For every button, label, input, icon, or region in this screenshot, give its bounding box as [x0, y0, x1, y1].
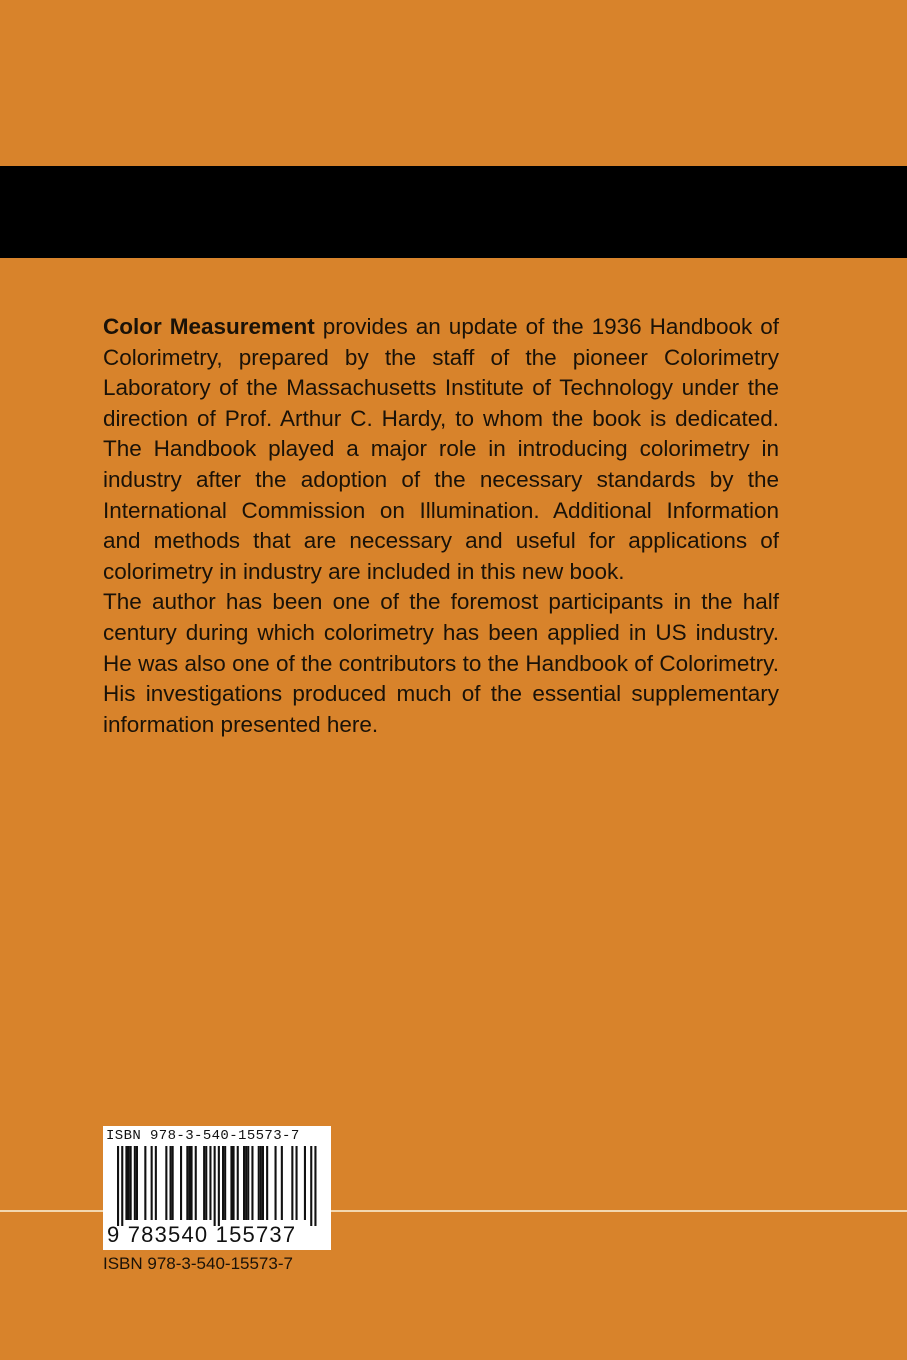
barcode-bar: [191, 1146, 193, 1220]
barcode-bar: [130, 1146, 132, 1220]
barcode-bar: [205, 1146, 207, 1220]
barcode-bar: [291, 1146, 293, 1220]
barcode-bar: [203, 1146, 205, 1220]
barcode-bar: [121, 1146, 123, 1226]
barcode-bar: [180, 1146, 182, 1220]
barcode-bar: [134, 1146, 136, 1220]
book-title: Color Measurement: [103, 314, 315, 339]
barcode-bar: [186, 1146, 188, 1220]
barcode-bar: [275, 1146, 277, 1220]
barcode-bar: [247, 1146, 249, 1220]
barcode-bar: [233, 1146, 235, 1220]
barcode-bar: [258, 1146, 260, 1220]
back-cover-blurb: [103, 312, 779, 740]
blurb-paragraph-2: The author has been one of the foremost participants in the half century during which colorimetry has been applied in US industry. He was also one of the contributors to the Handbook of Colorimetry. His investigations produced much of the essential supplementary information presented here.: [103, 589, 779, 737]
barcode-bar: [251, 1146, 253, 1220]
isbn-label: ISBN 978-3-540-15573-7: [103, 1254, 293, 1273]
barcode-bar: [151, 1146, 153, 1220]
barcode-bar: [165, 1146, 167, 1220]
barcode-bar: [262, 1146, 264, 1220]
barcode-digits: 9 783540 155737: [107, 1222, 297, 1247]
barcode-bar: [117, 1146, 119, 1226]
blurb-paragraph-1-text: provides an update of the 1936 Handbook of Colorimetry, prepared by the staff of the pioneer Colorimetry Laboratory of the Massachusetts Institute of Technology under the direction of Prof. Arthur C. Hardy, to whom the book is dedicated. The Handbook played a major role in introducing colorimetry in industry after the adoption of the necessary standards by the International Commission on Illumination. Additional Information and methods that are necessary and useful for applications of colorimetry in industry are included in this new book.: [103, 314, 779, 584]
barcode-bar: [314, 1146, 316, 1226]
barcode-bar: [128, 1146, 130, 1220]
barcode-bar: [188, 1146, 190, 1220]
barcode-bar: [266, 1146, 268, 1220]
barcode-bar: [310, 1146, 312, 1226]
barcode-bars: [103, 1146, 331, 1226]
barcode-bar: [170, 1146, 172, 1220]
barcode-bar: [245, 1146, 247, 1220]
barcode-bar: [243, 1146, 245, 1220]
blurb-paragraph-1: [103, 312, 779, 587]
barcode-bar: [224, 1146, 226, 1220]
barcode-bar: [218, 1146, 220, 1226]
barcode-bar: [230, 1146, 232, 1220]
barcode-bar: [260, 1146, 262, 1220]
barcode-bar: [281, 1146, 283, 1220]
barcode-bar: [222, 1146, 224, 1220]
barcode-bar: [304, 1146, 306, 1220]
barcode-bar: [214, 1146, 216, 1226]
barcode-bar: [125, 1146, 127, 1220]
barcode-bar: [172, 1146, 174, 1220]
barcode-bar: [195, 1146, 197, 1220]
barcode: [103, 1126, 331, 1250]
barcode-isbn-top: ISBN 978-3-540-15573-7: [106, 1128, 300, 1144]
barcode-bar: [296, 1146, 298, 1220]
black-band: [0, 166, 907, 258]
barcode-bar: [144, 1146, 146, 1220]
barcode-bar: [155, 1146, 157, 1220]
barcode-bar: [237, 1146, 239, 1220]
barcode-bar: [136, 1146, 138, 1220]
barcode-bar: [209, 1146, 211, 1220]
